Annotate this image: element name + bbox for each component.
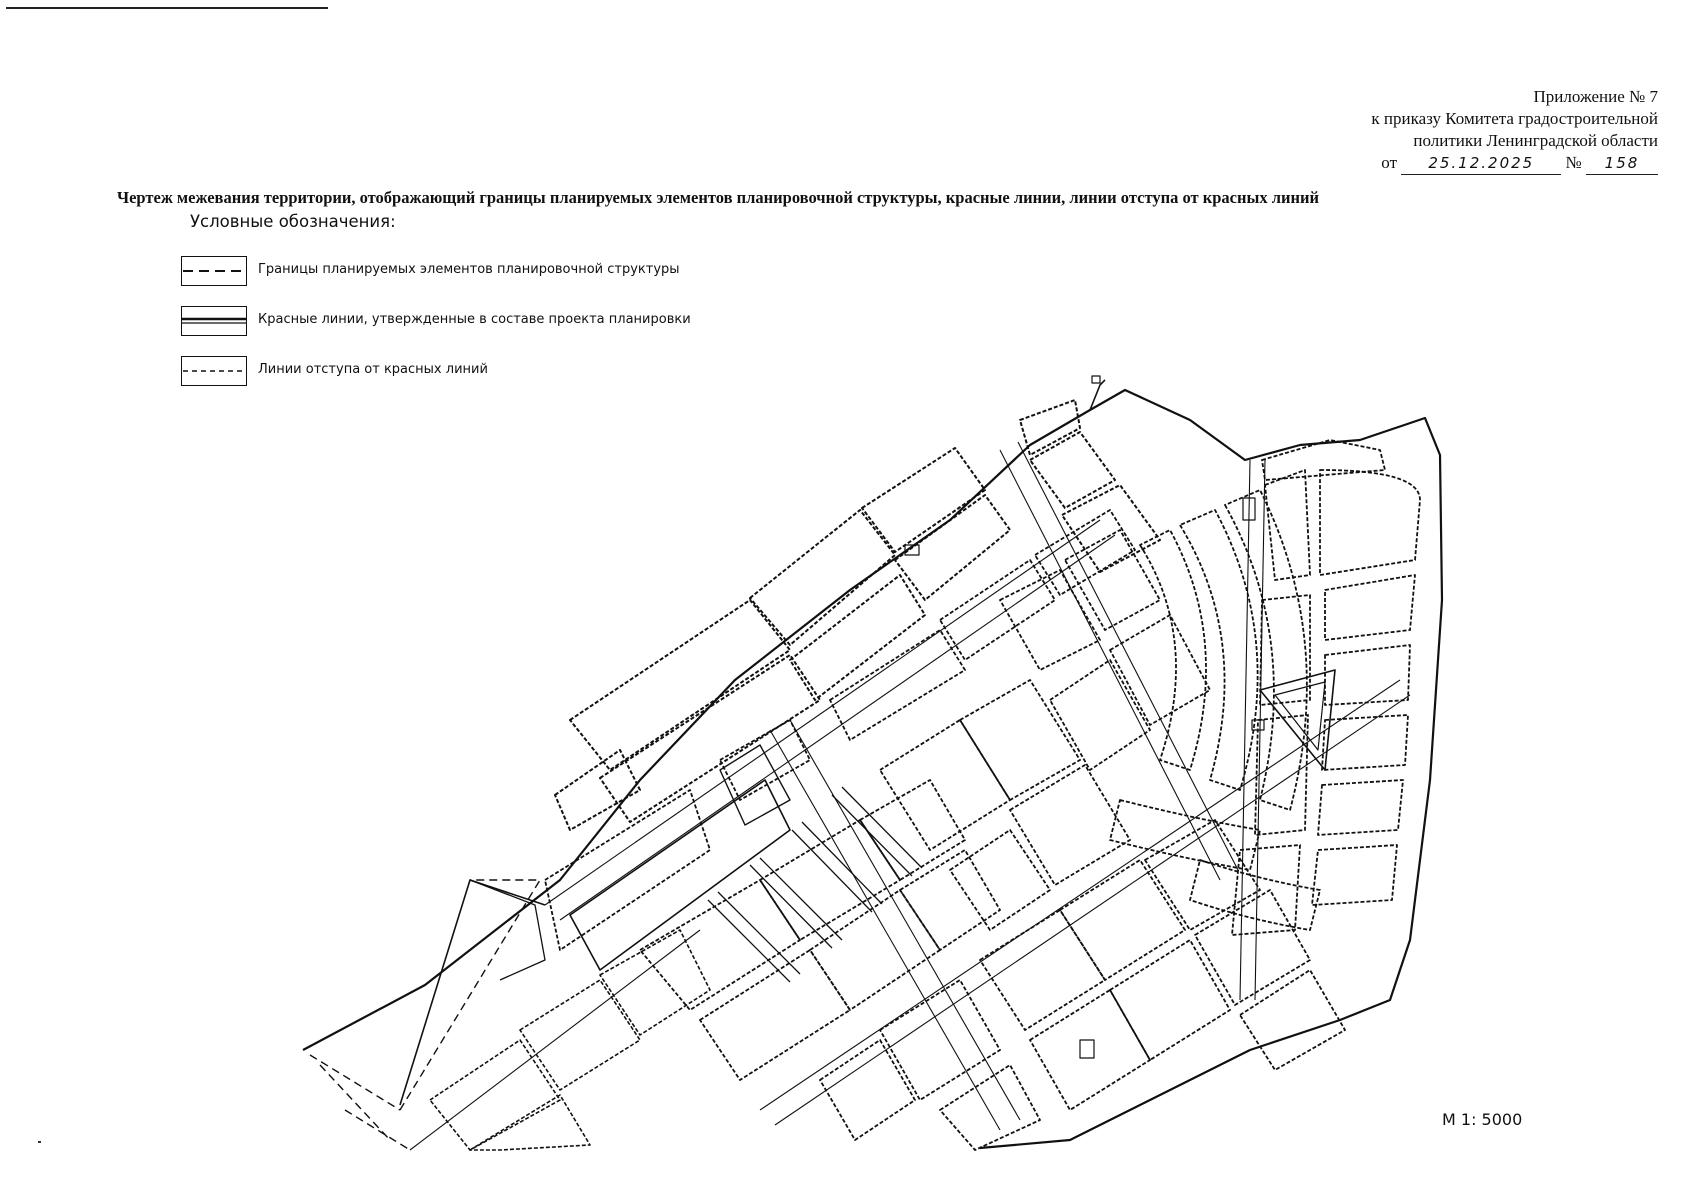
annex-number: 158 bbox=[1586, 152, 1658, 175]
annex-from-label: от bbox=[1381, 153, 1398, 172]
map-scale: М 1: 5000 bbox=[1442, 1110, 1523, 1129]
annex-number-label: № bbox=[1565, 153, 1582, 172]
annex-line-1: Приложение № 7 bbox=[1533, 87, 1658, 106]
annex-line-2: к приказу Комитета градостроительной bbox=[1371, 109, 1658, 128]
west-boundary bbox=[310, 880, 540, 1150]
annex-date: 25.12.2025 bbox=[1401, 152, 1561, 175]
stray-mark bbox=[38, 1141, 41, 1143]
annex-line-3: политики Ленинградской области bbox=[1413, 131, 1658, 150]
legend-heading: Условные обозначения: bbox=[190, 212, 396, 231]
page-title: Чертеж межевания территории, отображающий границы планируемых элементов планировочной структуры, красные линии, линии отступа от красных линий bbox=[117, 188, 1320, 207]
east-blocks bbox=[1232, 440, 1420, 935]
legend-label-boundaries: Границы планируемых элементов планировочной структуры bbox=[258, 262, 680, 277]
legend-label-setback: Линии отступа от красных линий bbox=[258, 362, 488, 377]
legend-label-red-lines: Красные линии, утвержденные в составе проекта планировки bbox=[258, 312, 691, 327]
